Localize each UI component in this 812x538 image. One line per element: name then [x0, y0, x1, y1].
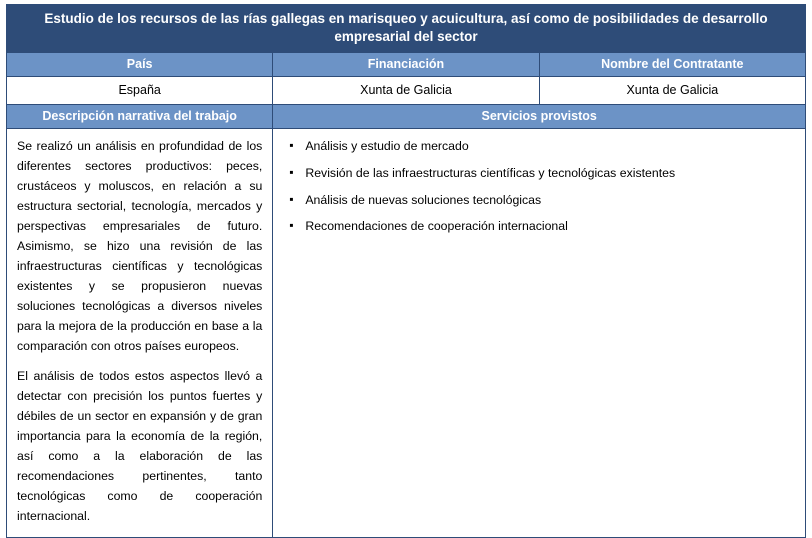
- list-item: ▪ Análisis de nuevas soluciones tecnológicas: [305, 191, 795, 211]
- project-info-table: [6, 4, 806, 538]
- list-item: ▪ Recomendaciones de cooperación internacional: [305, 217, 795, 237]
- services-cell: [273, 129, 806, 537]
- document-title: Estudio de los recursos de las rías gallegas en marisqueo y acuicultura, así como de posibilidades de desarrollo empresarial del sector: [7, 5, 806, 53]
- list-item: ▪ Análisis y estudio de mercado: [305, 137, 795, 157]
- description-paragraph-1: Se realizó un análisis en profundidad de los diferentes sectores productivos: peces, crustáceos y moluscos, en relación a su estructura sectorial, tecnología, mercados y perspectivas empresariales de futuro. Asimismo, se hizo una revisión de las infraestructuras científicas y tecnológicas existentes y se propusieron nuevas soluciones tecnológicas a diversos niveles para la mejora de la producción en base a la comparación con otros países europeos.: [17, 139, 263, 353]
- description-cell: [7, 129, 273, 537]
- table-row-headers: [7, 53, 806, 77]
- value-country: España: [7, 77, 273, 105]
- header-services: Servicios provistos: [273, 105, 806, 129]
- table-row-values: [7, 77, 806, 105]
- services-list: [279, 137, 795, 237]
- header-description: Descripción narrativa del trabajo: [7, 105, 273, 129]
- table-row-content: [7, 129, 806, 537]
- header-contractor: Nombre del Contratante: [539, 53, 805, 77]
- header-country: País: [7, 53, 273, 77]
- table-row-section-headers: [7, 105, 806, 129]
- description-paragraph-2: El análisis de todos estos aspectos llevó a detectar con precisión los puntos fuertes y débiles de un sector en expansión y de gran importancia para la economía de la región, así como a la elaboración de las recomendaciones pertinentes, tanto tecnológicas como de cooperación internacional.: [17, 369, 263, 523]
- list-item: ▪ Revisión de las infraestructuras científicas y tecnológicas existentes: [305, 164, 795, 184]
- value-contractor: Xunta de Galicia: [539, 77, 805, 105]
- value-funding: Xunta de Galicia: [273, 77, 539, 105]
- table-row-title: [7, 5, 806, 53]
- header-funding: Financiación: [273, 53, 539, 77]
